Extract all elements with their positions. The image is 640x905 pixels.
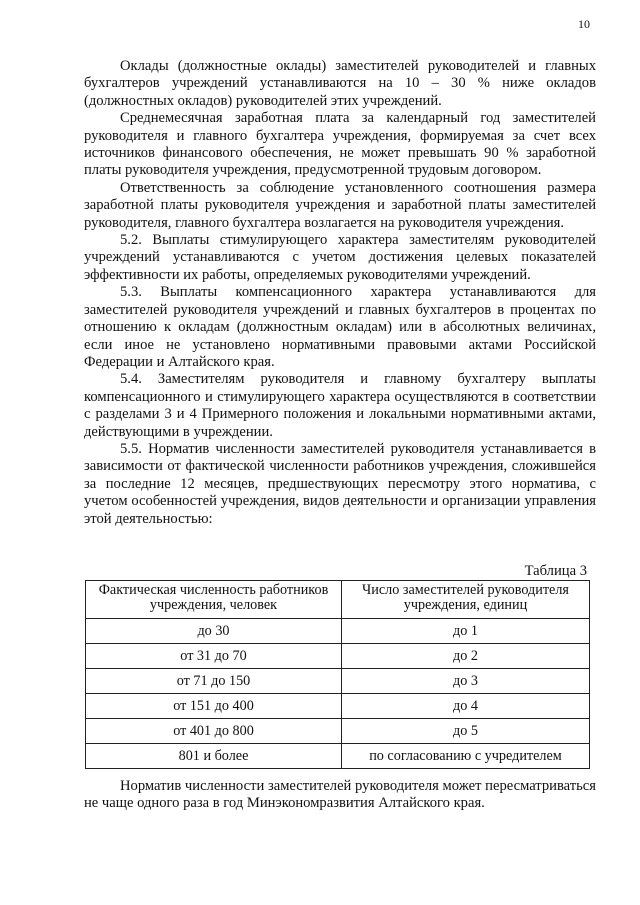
table-cell: до 5 bbox=[342, 719, 590, 744]
table-cell: до 2 bbox=[342, 644, 590, 669]
paragraph: Ответственность за соблюдение установленного соотношения размера заработной платы руководителя учреждения и заработной платы заместителей руководителя, главного бухгалтера возлагается на руководителя учреждения. bbox=[84, 179, 596, 231]
table-cell: от 71 до 150 bbox=[86, 669, 342, 694]
table-cell: 801 и более bbox=[86, 744, 342, 769]
table-cell: до 3 bbox=[342, 669, 590, 694]
table-row bbox=[86, 644, 590, 669]
table-cell: до 1 bbox=[342, 619, 590, 644]
document-body bbox=[84, 58, 596, 528]
table-cell: от 31 до 70 bbox=[86, 644, 342, 669]
paragraph: Среднемесячная заработная плата за календарный год заместителей руководителя и главного бухгалтера учреждения, формируемая за счет всех источников финансового обеспечения, не может превышать 90 % заработной платы руководителя учреждения, предусмотренной трудовым договором. bbox=[84, 110, 596, 179]
paragraph: 5.3. Выплаты компенсационного характера устанавливаются для заместителей руководителя учреждений и главных бухгалтеров в процентах по отношению к окладам (должностным окладам) или в абсолютных величинах, если иное не установлено нормативными правовыми актами Российской Федерации и Алтайского края. bbox=[84, 284, 596, 370]
table-header-cell: Число заместителей руководителя учреждения, единиц bbox=[342, 581, 590, 619]
closing-paragraph: Норматив численности заместителей руководителя может пересматриваться не чаще одного раза в год Минэкономразвития Алтайского края. bbox=[84, 778, 596, 812]
table-cell: от 401 до 800 bbox=[86, 719, 342, 744]
paragraph: Оклады (должностные оклады) заместителей руководителей и главных бухгалтеров учреждений устанавливаются на 10 – 30 % ниже окладов (должностных окладов) руководителей этих учреждений. bbox=[84, 58, 596, 109]
page-number: 10 bbox=[578, 17, 590, 31]
table-row bbox=[86, 744, 590, 769]
paragraph: 5.2. Выплаты стимулирующего характера заместителям руководителей учреждений устанавливаются с учетом достижения целевых показателей эффективности их работы, определяемых руководителями учреждений. bbox=[84, 232, 596, 283]
table-header-row bbox=[86, 581, 590, 619]
table-row bbox=[86, 619, 590, 644]
closing-section bbox=[84, 778, 596, 813]
table-caption: Таблица 3 bbox=[524, 563, 587, 579]
table-cell: до 4 bbox=[342, 694, 590, 719]
paragraph: 5.5. Норматив численности заместителей руководителя устанавливается в зависимости от фактической численности работников учреждения, сложившейся за последние 12 месяцев, предшествующих пересмотру этого норматива, с учетом особенностей учреждения, видов деятельности и организации управления этой деятельностью: bbox=[84, 440, 596, 527]
table-cell: от 151 до 400 bbox=[86, 694, 342, 719]
table-cell: до 30 bbox=[86, 619, 342, 644]
table-cell: по согласованию с учредителем bbox=[342, 744, 590, 769]
table-row bbox=[86, 719, 590, 744]
paragraph: 5.4. Заместителям руководителя и главному бухгалтеру выплаты компенсационного и стимулирующего характера осуществляются в соответствии с разделами 3 и 4 Примерного положения и локальными нормативными актами, действующими в учреждении. bbox=[84, 371, 596, 440]
table-row bbox=[86, 669, 590, 694]
deputy-norm-table bbox=[85, 580, 590, 769]
table-header-cell: Фактическая численность работников учреждения, человек bbox=[86, 581, 342, 619]
table-row bbox=[86, 694, 590, 719]
